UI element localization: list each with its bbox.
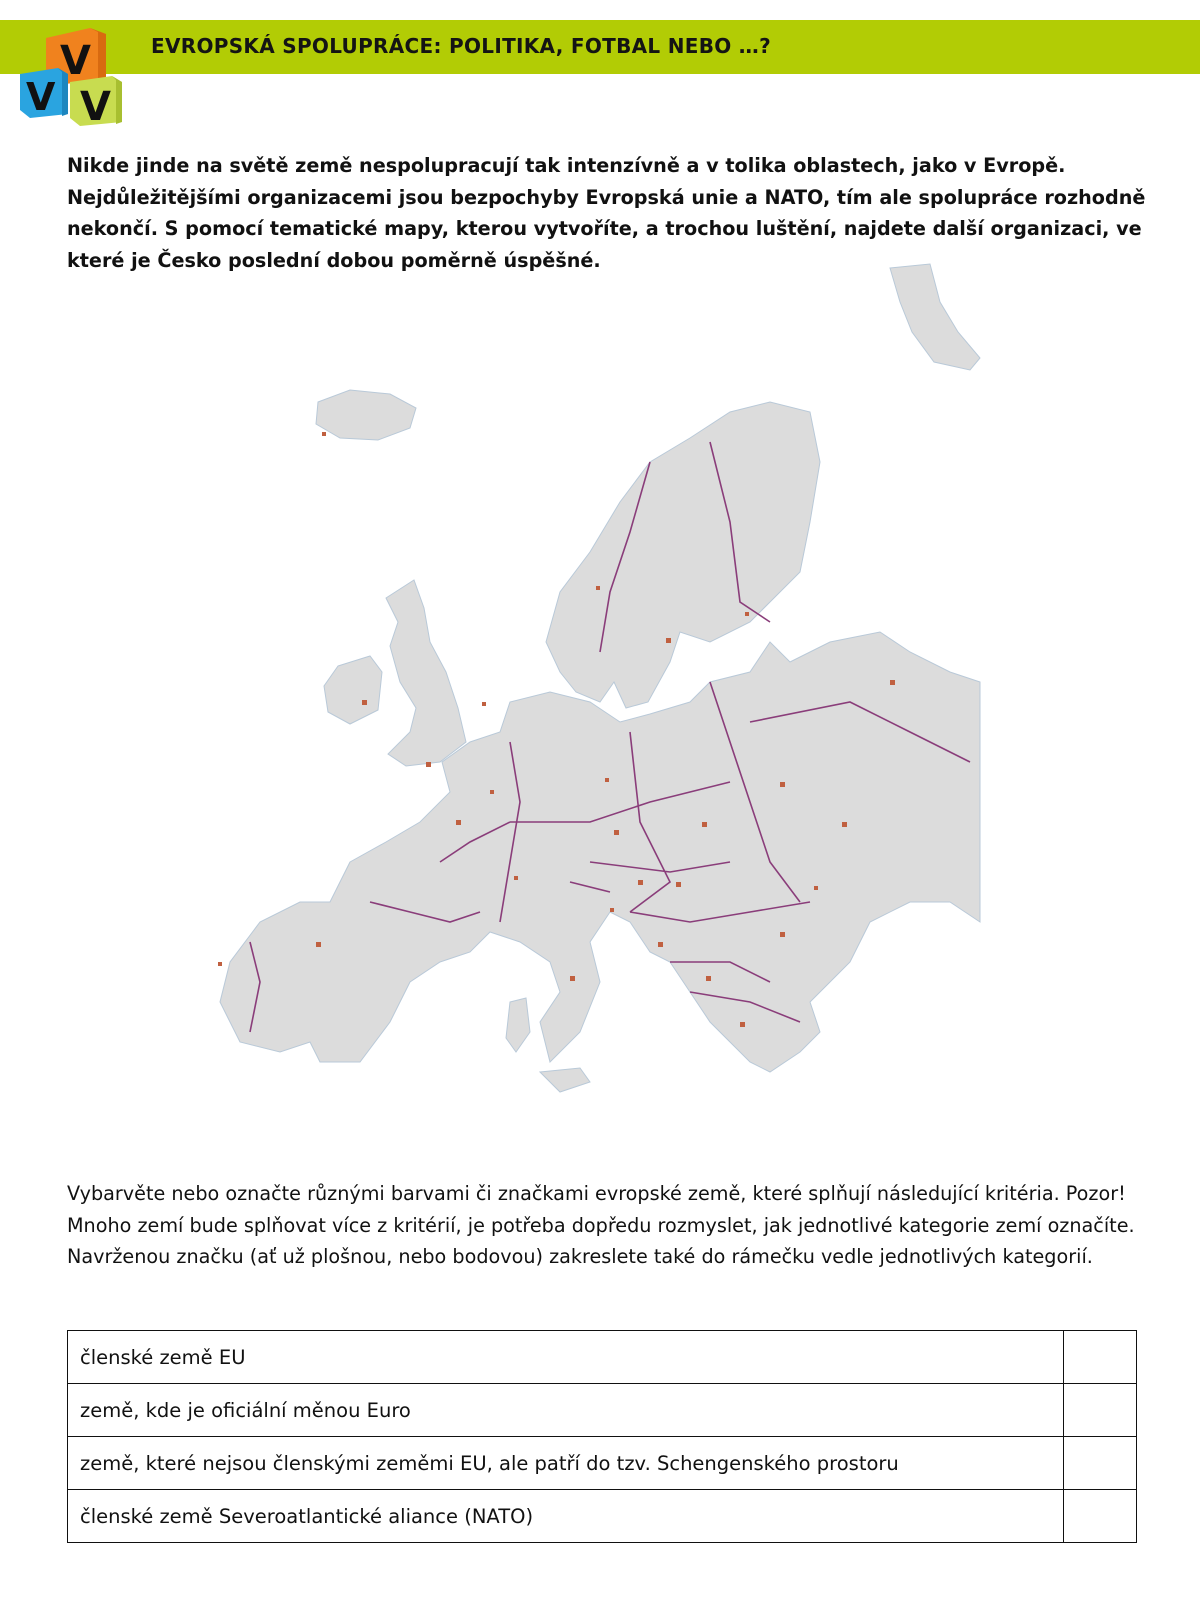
capital-marker <box>638 880 643 885</box>
capital-marker <box>482 702 486 706</box>
great-britain-shape <box>386 580 466 766</box>
criteria-label: země, kde je oficiální měnou Euro <box>68 1384 1064 1437</box>
table-row <box>68 1437 1137 1490</box>
capital-marker <box>702 822 707 827</box>
capital-marker <box>610 908 614 912</box>
vvv-logo <box>18 22 130 128</box>
capital-marker <box>596 586 600 590</box>
capital-marker <box>745 612 749 616</box>
marker-box[interactable] <box>1064 1490 1137 1543</box>
capital-marker <box>658 942 663 947</box>
sicily-shape <box>540 1068 590 1092</box>
capital-marker <box>676 882 681 887</box>
capital-marker <box>614 830 619 835</box>
capital-marker <box>426 762 431 767</box>
capital-marker <box>322 432 326 436</box>
criteria-label: země, které nejsou členskými zeměmi EU, ale patří do tzv. Schengenského prostoru <box>68 1437 1064 1490</box>
capital-marker <box>890 680 895 685</box>
marker-box[interactable] <box>1064 1437 1137 1490</box>
capital-marker <box>218 962 222 966</box>
criteria-label: členské země Severoatlantické aliance (NATO) <box>68 1490 1064 1543</box>
capital-marker <box>316 942 321 947</box>
table-row <box>68 1384 1137 1437</box>
capital-marker <box>456 820 461 825</box>
ireland-shape <box>324 656 382 724</box>
capital-marker <box>362 700 367 705</box>
page-title: EVROPSKÁ SPOLUPRÁCE: POLITIKA, FOTBAL NEBO …? <box>151 34 772 58</box>
capital-marker <box>780 782 785 787</box>
table-row <box>68 1490 1137 1543</box>
capital-marker <box>706 976 711 981</box>
capital-marker <box>605 778 609 782</box>
table-row <box>68 1331 1137 1384</box>
capital-marker <box>814 886 818 890</box>
criteria-table <box>67 1330 1137 1543</box>
capital-marker <box>780 932 785 937</box>
criteria-label: členské země EU <box>68 1331 1064 1384</box>
capital-marker <box>570 976 575 981</box>
capital-marker <box>490 790 494 794</box>
europe-blank-map-icon <box>210 262 1010 1152</box>
logo-letter-top: V <box>60 38 91 84</box>
capital-marker <box>842 822 847 827</box>
logo-letter-right: V <box>80 84 111 128</box>
logo-letter-left: V <box>26 75 56 119</box>
instructions-paragraph: Vybarvěte nebo označte různými barvami či značkami evropské země, které splňují následující kritéria. Pozor! Mnoho zemí bude splňovat více z kritérií, je potřeba dopředu rozmyslet, jak jednotlivé kategorie zemí označíte. Navrženou značku (ať už plošnou, nebo bodovou) zakreslete také do rámečku vedle jednotlivých kategorií. <box>67 1182 1135 1268</box>
capital-marker <box>514 876 518 880</box>
sardinia-shape <box>506 998 530 1052</box>
marker-box[interactable] <box>1064 1384 1137 1437</box>
iceland-shape <box>316 390 416 440</box>
capital-marker <box>666 638 671 643</box>
arctic-island-shape <box>890 264 980 370</box>
marker-box[interactable] <box>1064 1331 1137 1384</box>
capital-marker <box>740 1022 745 1027</box>
intro-paragraph: Nikde jinde na světě země nespolupracují tak intenzívně a v tolika oblastech, jako v Evropě. Nejdůležitějšími organizacemi jsou bezpochyby Evropská unie a NATO, tím ale spolupráce rozhodně nekončí. S pomocí tematické mapy, kterou vytvoříte, a trochou luštění, najdete další organizaci, ve které je Česko poslední dobou poměrně úspěšné. <box>67 154 1146 272</box>
